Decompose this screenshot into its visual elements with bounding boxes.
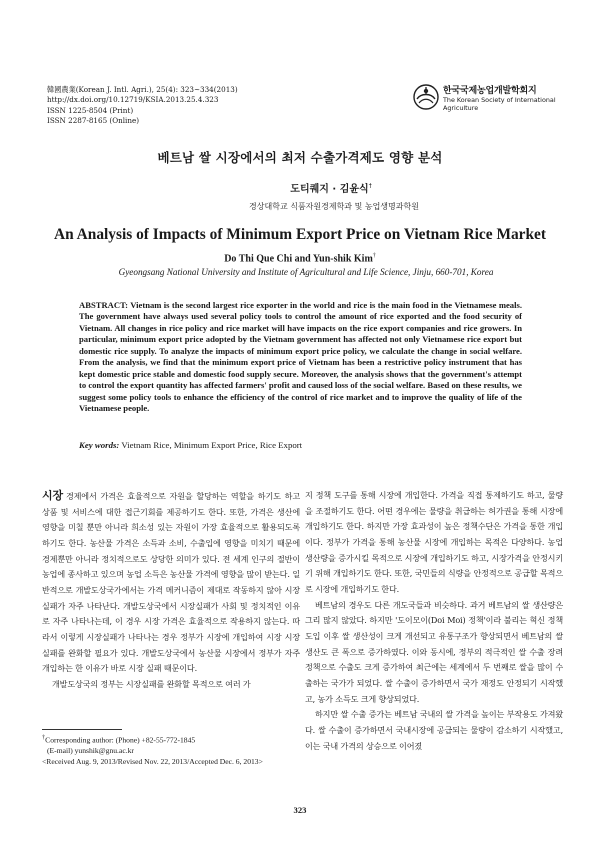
english-author-names: Do Thi Que Chi and Yun-shik Kim [224, 253, 373, 265]
abstract [79, 300, 522, 415]
body-paragraph: 지 정책 도구를 통해 시장에 개입한다. 가격을 직접 통제하기도 하고, 물량을 조절하기도 한다. 어떤 경우에는 물량을 취급하는 허가권을 통해 시장에 개입하기도 한다. 하지만 가장 효과성이 높은 정책수단은 가격을 통한 개입이다. 정부가 가격을 통해 농산물 시장에 개입하는 목적은 다양하다. 농업 생산량을 증가시킬 목적으로 시장에 개입하기도 하고, 시장가격을 안정시키기 위해 개입하기도 한다. 또한, 국민들의 식량을 안정적으로 공급할 목적으로 시장에 개입하기도 한다. [305, 490, 563, 594]
abstract-text: Vietnam is the second largest rice exporter in the world and rice is the main food in the Vietnamese meals. The government have always used several policy tools to control the amount of rice exported and the food security of Vietnam. All changes in rice policy and rice market will have impacts on the rice export companies and rice growers. In particular, minimum export price adopted by the Vietnam government has affected not only Vietnamese rice export but domestic rice supply. To analyze the impacts of minimum export price policy, we calculate the change in social welfare. From the analysis, we find that the minimum export price of Vietnam has been a restrictive policy instrument that has kept domestic price stable and domestic food supply secure. Moreover, the analysis shows that the government's attempt to control the export quantity has affected farmers' profit and caused loss of the social welfare. Based on these results, we suggest some policy tools to enhance the efficiency of the control of rice market and to improve the quality of life of the Vietnamese people. [79, 300, 522, 414]
society-emblem-icon [413, 84, 439, 110]
korean-authors [0, 180, 600, 195]
abstract-label: ABSTRACT: [79, 300, 129, 310]
english-authors [0, 253, 600, 264]
footnote [42, 733, 312, 767]
issn-print: ISSN 1225-8504 (Print) [47, 106, 134, 116]
footnote-divider [42, 729, 122, 730]
journal-citation: 韓國農業(Korean J. Intl. Agri.), 25(4): 323~334(2013) [47, 85, 238, 94]
society-english-name: The Korean Society of International Agriculture [443, 96, 556, 112]
keywords-text: Vietnam Rice, Minimum Export Price, Rice Export [119, 440, 303, 450]
body-paragraph [42, 488, 300, 677]
body-paragraph: 하지만 쌀 수출 증가는 베트남 국내의 쌀 가격을 높이는 부작용도 가져왔다. 쌀 수출이 증가하면서 국내시장에 공급되는 물량이 감소하기 시작했고, 이는 국내 가격의 상승으로 이어졌 [305, 709, 563, 751]
footnote-mark: † [42, 734, 46, 741]
corresponding-mark: † [372, 253, 376, 259]
page-number: 323 [293, 805, 307, 815]
english-title: An Analysis of Impacts of Minimum Export Price on Vietnam Rice Market [53, 226, 547, 243]
doi-link[interactable]: http://dx.doi.org/10.12719/KSIA.2013.25.4.323 [47, 94, 219, 104]
section-heading: 시장 [42, 489, 63, 502]
body-paragraph: 베트남의 경우도 다른 개도국들과 비슷하다. 과거 베트남의 쌀 생산량은 그리 많지 않았다. 하지만 '도이모이(Doi Moi) 정책'이라 불리는 혁신 정책 도입 이후 쌀 생산성이 크게 개선되고 유통구조가 향상되면서 베트남의 쌀 생산도 큰 폭으로 증가하였다. 이와 동시에, 정부의 적극적인 쌀 수출 장려정책으로 수출도 크게 증가하여 최근에는 세계에서 두 번째로 쌀을 많이 수출하는 국가가 되었다. 쌀 수출이 증가하면서 국가 재정도 안정되기 시작했고, 농가 소득도 크게 향상되었다. [305, 599, 563, 704]
keywords-label: Key words: [79, 440, 120, 450]
society-logo [413, 83, 563, 117]
footnote-contact [42, 733, 312, 746]
issn-online: ISSN 2287-8165 (Online) [47, 115, 140, 125]
journal-header [47, 85, 238, 125]
paragraph-text: 경제에서 가격은 효율적으로 자원을 할당하는 역할을 하기도 하고 상품 및 서비스에 대한 접근기회를 제공하기도 한다. 또한, 가격은 생산에 영향을 미칠 뿐만 아니라 희소성 있는 자원이 가장 효율적으로 활용되도록 하기도 한다. 농산물 가격은 소득과 소비, 수출입에 영향을 미치기 때문에 경제뿐만 아니라 정치적으로도 상당한 의미가 있다. 전 세계 인구의 절반이 농업에 종사하고 있으며 농업 소득은 농산물 가격에 영향을 많이 받는다. 일반적으로 개발도상국가에서는 가격 메커니즘이 제대로 작동하지 않아 시장 실패가 자주 나타난다. 개발도상국에서 시장실패가 사회 및 정치적인 이유로 자주 나타나는데, 이 경우 시장 가격은 효율적으로 작용하지 않는다. 따라서 이렇게 시장실패가 나타나는 경우 정부가 시장에 개입하여 시장 시장실패를 완화할 필요가 있다. 개발도상국에서 농산물 시장에서 정부가 자주 개입하는 한 이유가 바로 시장 실패 때문이다. [42, 491, 300, 674]
society-korean-name: 한국국제농업개발학회지 [443, 86, 537, 96]
footnote-email: (E-mail) yunshik@gnu.ac.kr [47, 746, 134, 756]
footnote-dates: <Received Aug. 9, 2013/Revised Nov. 22, 2013/Accepted Dec. 6, 2013> [42, 756, 263, 766]
korean-title: 베트남 쌀 시장에서의 최저 수출가격제도 영향 분석 [157, 150, 443, 165]
english-affiliation: Gyeongsang National University and Institute of Agricultural and Life Science, Jinju, 660-701, Korea [118, 267, 494, 277]
corresponding-mark: † [368, 182, 372, 190]
keywords [79, 440, 522, 450]
korean-affiliation: 경상대학교 식품자원경제학과 및 농업생명과학원 [249, 202, 419, 211]
body-right-column [305, 488, 563, 754]
body-paragraph: 개발도상국의 정부는 시장실패를 완화할 목적으로 여러 가 [52, 678, 251, 689]
korean-author-names: 도티퀘지 · 김윤식 [290, 184, 369, 195]
body-left-column [42, 488, 300, 693]
footnote-phone: Corresponding author: (Phone) +82-55-772-1845 [45, 735, 196, 745]
